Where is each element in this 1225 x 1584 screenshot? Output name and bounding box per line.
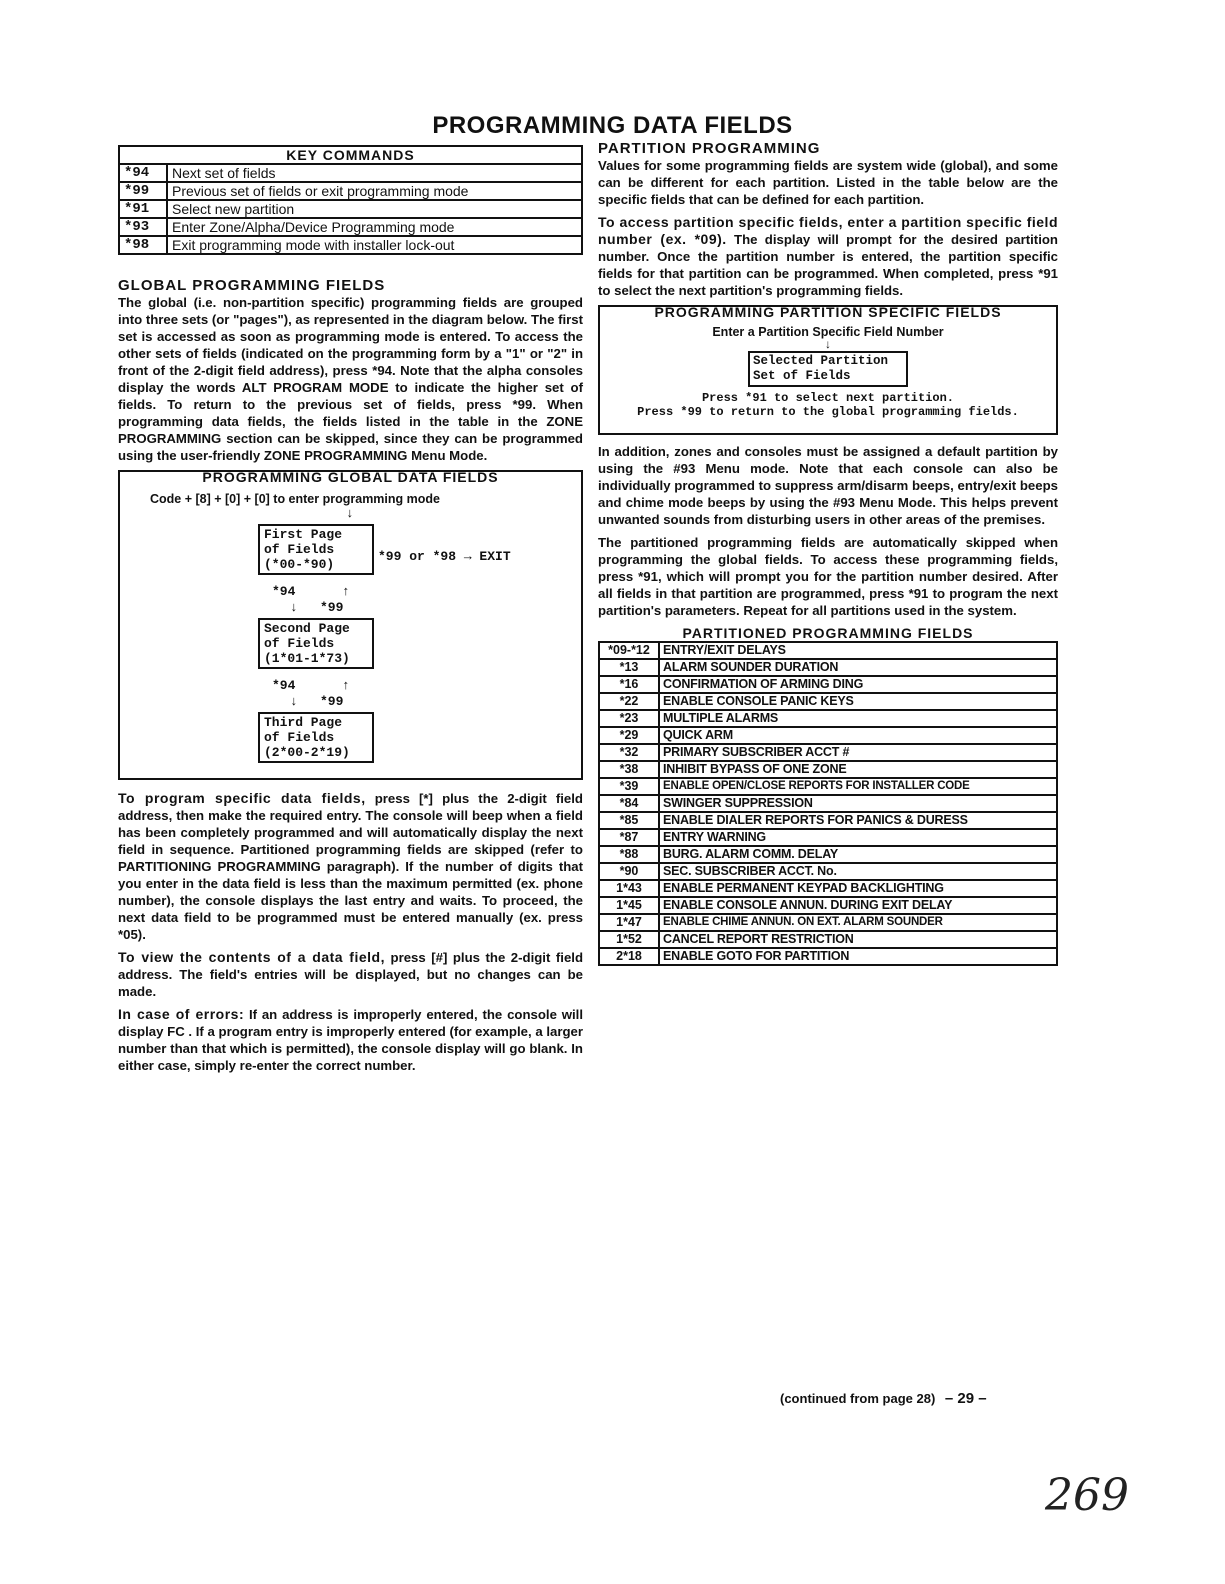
partition-diagram-title: PROGRAMMING PARTITION SPECIFIC FIELDS <box>654 304 1002 320</box>
first-page-box: First Page of Fields (*00-*90) <box>258 524 374 575</box>
global-heading: GLOBAL PROGRAMMING FIELDS <box>118 277 386 294</box>
selected-partition-box: Selected Partition Set of Fields <box>748 351 908 387</box>
page-footer <box>780 1390 987 1407</box>
nav-94: *94 <box>272 678 296 693</box>
table-row: 2*18 ENABLE GOTO FOR PARTITION <box>599 948 1057 965</box>
exit-label: *99 or *98 → EXIT <box>378 549 511 564</box>
table-row: *88 BURG. ALARM COMM. DELAY <box>599 846 1057 863</box>
nav-99: *99 <box>320 600 344 615</box>
table-row: *16 CONFIRMATION OF ARMING DING <box>599 676 1057 693</box>
partition-diagram <box>598 305 1058 435</box>
partitioned-fields-heading: PARTITIONED PROGRAMMING FIELDS <box>682 625 974 641</box>
right-paragraph-4: The partitioned programming fields are automatically skipped when programming the global fields. To access these programming fields, press *91, which will prompt you for the partition number desired. After all fields in that partition are programmed, press *91 to program the next partition's parameters. Repeat for all partitions used in the system. <box>598 535 1058 618</box>
left-column <box>118 145 583 1080</box>
errors-paragraph: In case of errors: If an address is improperly entered, the console will display FC . If a program entry is improperly entered (for example, a larger number than that which is permitted), the console display will go blank. In either case, simply re-enter the correct number. <box>118 1006 583 1073</box>
table-row: 1*47 ENABLE CHIME ANNUN. ON EXT. ALARM SOUNDER <box>599 914 1057 931</box>
continued-note: (continued from page 28) <box>780 1391 936 1406</box>
arrow-down-icon: ↓ <box>290 694 298 709</box>
table-row: *09-*12 ENTRY/EXIT DELAYS <box>599 642 1057 659</box>
arrow-down-icon: ↓ <box>346 506 354 521</box>
table-row: 1*43 ENABLE PERMANENT KEYPAD BACKLIGHTING <box>599 880 1057 897</box>
code-line: Code + [8] + [0] + [0] to enter programming mode <box>150 492 440 506</box>
handwritten-page-number: 269 <box>1045 1470 1129 1521</box>
table-row: *87 ENTRY WARNING <box>599 829 1057 846</box>
table-row: *13 ALARM SOUNDER DURATION <box>599 659 1057 676</box>
table-row: *38 INHIBIT BYPASS OF ONE ZONE <box>599 761 1057 778</box>
partition-diagram-line3: Press *99 to return to the global programming fields. <box>637 405 1019 419</box>
page-title: PROGRAMMING DATA FIELDS <box>432 112 793 139</box>
table-row: 1*45 ENABLE CONSOLE ANNUN. DURING EXIT DELAY <box>599 897 1057 914</box>
arrow-down-icon: ↓ <box>290 600 298 615</box>
global-paragraph: The global (i.e. non-partition specific) programming fields are grouped into three sets (or "pages"), as represented in the diagram below. The first set is accessed as soon as programming mode is entered. To access the other sets of fields (indicated on the programming form by a "1" or "2" in front of the 2-digit field address), press *94. Note that the alpha consoles display the words ALT PROGRAM MODE to indicate the higher set of fields. To return to the previous set of fields, press *99. When programming data fields, the fields listed in the table in the ZONE PROGRAMMING section can be skipped, since they can be programmed using the user-friendly ZONE PROGRAMMING Menu Mode. <box>118 295 583 463</box>
partition-diagram-line1: Enter a Partition Specific Field Number <box>712 325 944 339</box>
table-row: *99 Previous set of fields or exit programming mode <box>119 182 582 200</box>
arrow-down-icon: ↓ <box>825 337 831 351</box>
nav-99: *99 <box>320 694 344 709</box>
table-row: *91 Select new partition <box>119 200 582 218</box>
partition-paragraph-2: To access partition specific fields, enter a partition specific field number (ex. *09). The display will prompt for the desired partition number. Once the partition number is entered, the partition specific fields for that partition can be programmed. When completed, press *91 to select the next partition's programming fields. <box>598 214 1058 298</box>
right-paragraph-3: In addition, zones and consoles must be assigned a default partition by using the #93 Menu mode. Note that each console can also be individually programmed to suppress arm/disarm beeps, entry/exit beeps and chime mode beeps by using the #93 Menu Mode. This helps prevent unwanted sounds from disturbing users in other areas of the premises. <box>598 444 1058 527</box>
third-page-box: Third Page of Fields (2*00-2*19) <box>258 712 374 763</box>
key-commands-header: KEY COMMANDS <box>119 146 582 164</box>
partition-diagram-line2: Press *91 to select next partition. <box>701 391 955 405</box>
table-row: *39 ENABLE OPEN/CLOSE REPORTS FOR INSTALLER CODE <box>599 778 1057 795</box>
partitioned-fields-table <box>598 641 1058 966</box>
table-row: *32 PRIMARY SUBSCRIBER ACCT # <box>599 744 1057 761</box>
view-contents-paragraph: To view the contents of a data field, press [#] plus the 2-digit field address. The field's entries will be displayed, but no changes can be made. <box>118 949 584 999</box>
table-row: *23 MULTIPLE ALARMS <box>599 710 1057 727</box>
table-row: *93 Enter Zone/Alpha/Device Programming mode <box>119 218 582 236</box>
page-number: – 29 – <box>944 1390 987 1407</box>
right-column <box>598 140 1058 966</box>
table-row: 1*52 CANCEL REPORT RESTRICTION <box>599 931 1057 948</box>
table-row: *29 QUICK ARM <box>599 727 1057 744</box>
partition-heading: PARTITION PROGRAMMING <box>598 140 821 157</box>
table-row: *85 ENABLE DIALER REPORTS FOR PANICS & DURESS <box>599 812 1057 829</box>
global-diagram <box>118 470 583 780</box>
table-row: *90 SEC. SUBSCRIBER ACCT. No. <box>599 863 1057 880</box>
second-page-box: Second Page of Fields (1*01-1*73) <box>258 618 374 669</box>
program-specific-paragraph: To program specific data fields, press [*] plus the 2-digit field address, then make the required entry. The console will beep when a field has been completely programmed and will automatically display the next field in sequence. Partitioned programming fields are skipped (refer to PARTITIONING PROGRAMMING paragraph). If the number of digits that you enter in the data field is less than the maximum permitted (ex. phone number), the console displays the last entry and waits. To proceed, the next data field to be programmed must be entered manually (ex. press *05). <box>118 790 583 942</box>
table-row: *98 Exit programming mode with installer lock-out <box>119 236 582 254</box>
nav-94: *94 <box>272 584 296 599</box>
arrow-up-icon: ↑ <box>342 678 350 693</box>
partition-paragraph-1: Values for some programming fields are system wide (global), and some can be different for each partition. Listed in the table below are the specific fields that can be defined for each partition. <box>598 158 1058 207</box>
table-row: *94 Next set of fields <box>119 164 582 182</box>
table-row: *22 ENABLE CONSOLE PANIC KEYS <box>599 693 1057 710</box>
arrow-up-icon: ↑ <box>342 584 350 599</box>
global-diagram-title: PROGRAMMING GLOBAL DATA FIELDS <box>202 469 499 485</box>
table-row: *84 SWINGER SUPPRESSION <box>599 795 1057 812</box>
key-commands-table <box>118 145 583 255</box>
